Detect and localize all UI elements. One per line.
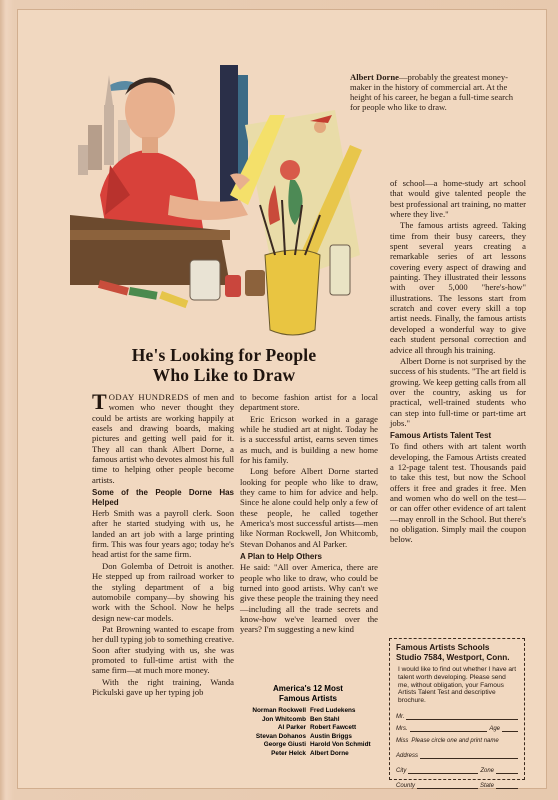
mrs-field[interactable]: [396, 720, 518, 732]
paragraph: of school—a home-study art school that would give talented people the best professional art training, no matter where they live.": [390, 178, 526, 220]
county-line[interactable]: [417, 781, 478, 789]
address-label: Address: [396, 752, 419, 759]
mr-field[interactable]: [396, 708, 518, 720]
subhead-talent-test: Famous Artists Talent Test: [390, 431, 492, 441]
artist-name: Fred Ludekens: [310, 707, 356, 714]
famous-artists-title-1: America's 12 Most: [273, 684, 343, 693]
artist-name: Jon Whitcomb: [261, 715, 306, 723]
paragraph: Long before Albert Dorne started looking for people who like to draw, they came to him for advice and help. Since he alone could help only a few of these people, he called together America's most successful artists—men like Norman Rockwell, Jon Whitcomb, Stevan Dohanos and Al Parker.: [240, 466, 378, 549]
article-column-3: [390, 178, 526, 546]
artist-name: Peter Helck: [271, 749, 306, 757]
coupon-fields: [396, 708, 518, 789]
artist-name: Albert Dorne: [310, 749, 349, 757]
article-column-1: [92, 389, 235, 698]
coupon-body: I would like to find out whether I have art talent worth developing. Please send me, without obligation, your Famous Artists Talent Test and descriptive brochure.: [398, 666, 517, 705]
name-line[interactable]: [406, 712, 518, 720]
artist-name: Robert Fawcett: [310, 724, 357, 732]
headline-line-2: Who Like to Draw: [152, 365, 296, 385]
paragraph: Don Golemba of Detroit is another. He stepped up from railroad worker to the styling department of a big automobile company—by showing his work with the School. Now he helps design new-car models.: [92, 560, 234, 623]
artist-name: Al Parker: [277, 724, 306, 732]
age-line[interactable]: [502, 724, 518, 732]
paragraph: to become fashion artist for a local department store.: [240, 392, 378, 413]
paragraph: To find others with art talent worth developing, the Famous Artists created a 12-page talent test. Thousands paid to take this test, but now the School offers it free and grades it free. Men and women who do well on the test—or can offer other evidence of art talent—may enroll in the School. But there's no obligation. Simply mail the coupon below.: [390, 441, 526, 545]
miss-field[interactable]: [396, 732, 518, 744]
paragraph: Eric Ericson worked in a garage while he studied art at night. Today he is a successful artist, earns seven times as much, and is building a new home for his family.: [240, 413, 378, 466]
name-line[interactable]: [410, 724, 488, 732]
mail-coupon[interactable]: [389, 638, 525, 789]
famous-artists-box: [236, 684, 380, 759]
city-line[interactable]: [408, 766, 478, 774]
artist-name: Norman Rockwell: [252, 707, 306, 714]
address-line[interactable]: [420, 751, 518, 759]
address-field[interactable]: [396, 747, 518, 759]
zone-label: Zone: [480, 767, 494, 774]
paragraph: Herb Smith was a payroll clerk. Soon after he started studying with us, he landed an art job with a large printing firm. This was four years ago; today he's head artist for the same firm.: [92, 508, 234, 560]
famous-artists-list: [236, 707, 380, 759]
illustration-caption: [350, 72, 518, 112]
artist-name: Harold Von Schmidt: [310, 741, 371, 749]
article-column-2: [240, 392, 378, 636]
intro-paragraph: [92, 389, 235, 485]
miss-label: Miss: [396, 737, 409, 744]
intro-text: of men and women who never thought they could be artists are working happily at easels and drawing boards, making pictures and getting well paid for it. They all can thank Albert Dorne, a famous artist who devotes almost his full time to helping other people become artists.: [92, 392, 235, 485]
subhead-plan: A Plan to Help Others: [240, 552, 322, 562]
artist-illustration: [70, 55, 370, 345]
drop-cap: T: [92, 389, 107, 414]
zone-line[interactable]: [496, 766, 518, 774]
famous-artists-title-2: Famous Artists: [279, 694, 337, 703]
artist-name: Stevan Dohanos: [255, 732, 306, 740]
caption-name: Albert Dorne: [350, 72, 399, 82]
state-line[interactable]: [496, 781, 518, 789]
circle-note: Please circle one and print name: [411, 737, 499, 744]
intro-caps: ODAY HUNDREDS: [108, 392, 190, 402]
headline-line-1: He's Looking for People: [131, 345, 317, 365]
paragraph: Pat Browning wanted to escape from her dull typing job to something creative. Soon after studying with us, she was promoted to full-time artist with the same firm—at much more money.: [92, 623, 235, 676]
age-label: Age: [489, 725, 500, 732]
paragraph: With the right training, Wanda Pickulski gave up her typing job: [92, 676, 234, 697]
mrs-label: Mrs.: [396, 725, 408, 732]
caption-text: —probably the greatest money-maker in the history of commercial art. At the height of his career, he began a full-time search for people who like to draw.: [350, 72, 514, 112]
city-label: City: [396, 767, 407, 774]
county-label: County: [396, 782, 416, 789]
paragraph: Albert Dorne is not surprised by the success of his students. "The art field is growing. We keep getting calls from all over the country, asking us for practical, well-trained students who can step into full-time or part-time art jobs.": [390, 355, 526, 428]
paragraph: He said: "All over America, there are people who like to draw, who could be turned into good artists. Why can't we give these people the training they need—including all the trade secrets and know-how we've learned over the years? I'm suggesting a new kind: [240, 562, 378, 635]
paragraph: The famous artists agreed. Taking time from their busy careers, they spent several years creating a remarkable series of art lessons covering every aspect of drawing and painting. They illustrated their lessons with over 5,000 "here's-how" illustrations. The lessons start from scratch and cover every skill a top artist needs. Finally, the famous artists developed a wonderful way to give each student personal correction and advice all through his training.: [390, 220, 526, 355]
subhead-people-helped: Some of the People Dorne Has Helped: [92, 488, 234, 508]
article-headline: [96, 345, 352, 385]
state-label: State: [479, 782, 494, 789]
artist-name: Ben Stahl: [310, 715, 340, 723]
county-state-field[interactable]: [396, 777, 518, 789]
city-zone-field[interactable]: [396, 762, 518, 774]
artist-name: George Giusti: [263, 741, 306, 749]
coupon-title-1: Famous Artists Schools: [396, 643, 490, 652]
artist-name: Austin Briggs: [310, 732, 352, 740]
mr-label: Mr.: [396, 713, 405, 720]
coupon-title-2: Studio 7584, Westport, Conn.: [396, 653, 510, 662]
